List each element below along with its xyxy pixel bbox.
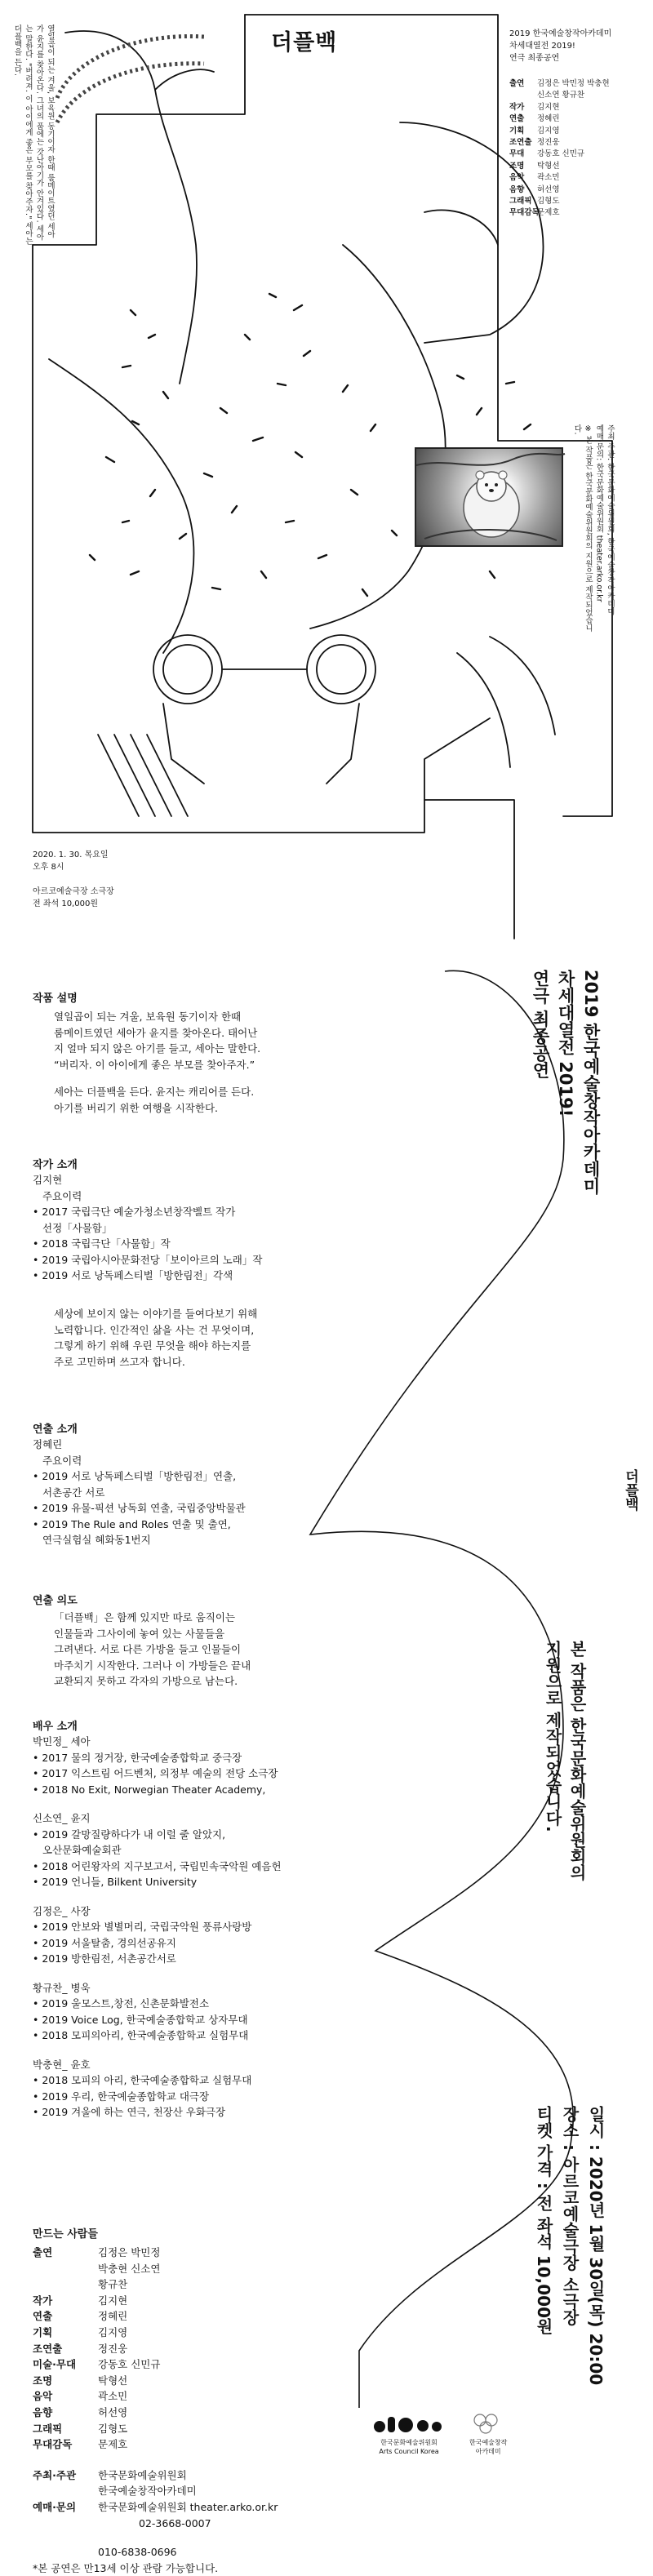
intent-line: 그려낸다. 서로 다른 가방을 들고 인물들이	[54, 1643, 242, 1655]
date-line: 2020. 1. 30. 목요일	[33, 851, 109, 859]
maker-value: 문제호	[98, 2438, 128, 2451]
schedule-line: 티켓 가격 : 전 좌석 10,000원	[534, 2106, 553, 2334]
work-item: 연극실험실 혜화동1번지	[42, 1534, 151, 1546]
work-item: • 2019 겨울에 하는 연극, 천장산 우화극장	[33, 2104, 282, 2121]
info-section	[0, 947, 653, 2574]
logos	[371, 2412, 507, 2456]
arko-mark-icon	[371, 2412, 446, 2435]
credit-names: 김정은 박민정 박충현	[537, 79, 610, 88]
maker-role: 작가	[33, 2294, 53, 2307]
makers-table	[33, 2245, 278, 2576]
maker-row	[33, 2436, 278, 2453]
note-line: 세상에 보이지 않는 이야기를 들여다보기 위해	[54, 1308, 258, 1320]
poster-credits	[509, 78, 610, 220]
contact-role: 예매·문의	[33, 2500, 77, 2513]
credit-role: 기획	[509, 126, 525, 135]
credit-row	[509, 172, 610, 184]
maker-row	[33, 2293, 278, 2309]
host-row	[33, 2483, 278, 2499]
note-line: 그렇게 하기 위해 우린 무엇을 해야 하는지를	[54, 1339, 251, 1352]
credit-names: 곽소민	[537, 173, 560, 183]
credit-role: 조연출	[509, 138, 532, 148]
intent-title: 연출 의도	[33, 1595, 78, 1607]
work-item: • 2019 언니들, Bilkent University	[33, 1874, 282, 1890]
actor-name: 신소연_ 윤지	[33, 1812, 91, 1824]
poster-vertical-story: 열일곱이 되는 겨울, 보육원 동기이자 한때 룸메이트였던 세아가 윤지를 찾아온다. 그녀의 품에는 갓난아기가 안겨있다. 세아는 말한다. "버려져. 이 아이에게 좋은 부모를 찾아주자." 세아는 더플백을 든다.	[12, 24, 55, 245]
work-item: • 2019 서울탈춤, 경의선공유지	[33, 1935, 282, 1952]
work-item: 선정「사물함」	[42, 1221, 113, 1234]
actor-name: 황규찬_ 병욱	[33, 1981, 91, 1994]
headline-vertical	[527, 970, 603, 1195]
credit-role: 연출	[509, 114, 525, 124]
maker-value: 김지현	[98, 2294, 128, 2307]
writer-title: 작가 소개	[33, 1159, 78, 1171]
work-item: • 2019 안보와 별별머리, 국립국악원 풍류사랑방	[33, 1919, 282, 1935]
maker-row	[33, 2373, 278, 2389]
credit-row	[509, 78, 610, 90]
maker-role: 조명	[33, 2374, 53, 2387]
headline-line: 연극 최종공연	[531, 970, 550, 1079]
maker-value: 정혜린	[98, 2310, 128, 2323]
work-item: • 2018 모피의 아리, 한국예술종합학교 실험무대	[33, 2072, 282, 2089]
maker-value: 박충현 신소연	[98, 2262, 161, 2275]
headline-line: 차세대열전 2019!	[556, 970, 575, 1117]
maker-row	[33, 2325, 278, 2341]
maker-row	[33, 2308, 278, 2325]
maker-role: 무대감독	[33, 2438, 73, 2451]
polar-bear-photo	[415, 447, 563, 547]
contact-row	[33, 2516, 278, 2532]
credit-row	[509, 161, 610, 172]
academy-mark-icon	[470, 2412, 506, 2435]
synopsis-line: “버리자. 이 아이에게 좋은 부모를 찾아주자.”	[54, 1058, 255, 1071]
note-line: 노력합니다. 인간적인 삶을 사는 건 무엇이며,	[54, 1323, 255, 1336]
maker-role	[33, 2276, 98, 2293]
polar-bear-illustration	[416, 449, 565, 549]
support-line: 본 작품은 한국문화예술위원회의	[567, 1641, 587, 1881]
credit-row	[509, 149, 610, 160]
credit-role: 음악	[509, 173, 525, 183]
note-line: 주로 고민하며 쓰고자 합니다.	[54, 1355, 185, 1368]
credit-row	[509, 137, 610, 149]
actor-name: 박충현_ 윤호	[33, 2058, 91, 2071]
synopsis-line: 아기를 버리기 위한 여행을 시작한다.	[54, 1101, 218, 1114]
work-item: • 2019 울모스트,창전, 신촌문화발전소	[33, 1996, 282, 2012]
synopsis-line: 열일곱이 되는 겨울, 보육원 동기이자 한때	[54, 1010, 242, 1023]
work-item: • 2019 서로 낭독페스티벌「방한림전」연출,	[33, 1468, 246, 1485]
contact-line: 02-3668-0007	[139, 2516, 211, 2529]
synopsis-line: 룸메이트였던 세아가 윤지를 찾아온다. 태어난	[54, 1026, 258, 1039]
host-line: 한국문화예술위원회	[98, 2468, 187, 2481]
schedule-line: 일시 : 2020년 1월 30일(목) 20:00	[586, 2106, 606, 2386]
credit-role: 음향	[509, 184, 525, 194]
maker-role: 조연출	[33, 2342, 63, 2355]
maker-row	[33, 2261, 278, 2277]
credit-names: 신소연 황규찬	[537, 91, 585, 100]
credit-role: 작가	[509, 102, 525, 112]
intent-line: 인물들과 그사이에 놓여 있는 사물들을	[54, 1627, 225, 1640]
arko-name: 한국문화예술위원회	[380, 2439, 438, 2446]
credit-role: 출연	[509, 79, 525, 88]
maker-row	[33, 2405, 278, 2421]
credit-names: 탁형선	[537, 161, 560, 171]
maker-row	[33, 2388, 278, 2405]
work-item: • 2019 갈망질량하다가 내 이럴 줄 알았지,	[33, 1827, 282, 1843]
work-item: • 2019 유물-픽션 낭독회 연출, 국립중앙박물관	[33, 1500, 246, 1517]
intent-line: 「더플백」은 함께 있지만 따로 움직이는	[54, 1611, 236, 1623]
maker-value: 허선영	[98, 2405, 128, 2418]
work-item: • 2018 모피의아리, 한국예술종합학교 실험무대	[33, 2027, 282, 2044]
maker-row	[33, 2276, 278, 2293]
credit-role: 무대감독	[509, 208, 540, 218]
maker-value: 강동호 신민규	[98, 2358, 161, 2371]
actor-name: 김정은_ 사장	[33, 1904, 91, 1917]
credit-names: 정혜린	[537, 114, 560, 124]
synopsis-line: 세아는 더플백을 든다. 윤지는 캐리어를 든다.	[54, 1086, 255, 1098]
synopsis-line: 지 얼마 되지 않은 아기를 들고, 세아는 말한다.	[54, 1042, 261, 1055]
contact-line: 010-6838-0696	[98, 2546, 177, 2559]
credit-names: 문제호	[537, 208, 560, 218]
host-line: 한국예술창작아카데미	[98, 2485, 197, 2498]
work-item: • 2018 어린왕자의 지구보고서, 국립민속국악원 예음헌	[33, 1859, 282, 1875]
org-line: 주최·주관: 한국문화예술위원회, 한국예술창작아카데미	[606, 424, 615, 615]
poster-date	[33, 849, 109, 873]
maker-role: 음악	[33, 2390, 53, 2403]
arko-logo	[371, 2412, 446, 2456]
poster-event-info	[509, 28, 611, 64]
maker-role: 출연	[33, 2246, 53, 2258]
poster-vertical-org	[571, 424, 615, 637]
writer-note	[54, 1306, 257, 1370]
poster-venue	[33, 886, 114, 910]
credit-names: 정진웅	[537, 138, 560, 148]
maker-row	[33, 2341, 278, 2357]
actors-body	[33, 1734, 282, 2121]
work-item: 서촌공간 서로	[42, 1486, 105, 1499]
director-title: 연출 소개	[33, 1423, 78, 1436]
footnote-row	[33, 2560, 278, 2576]
play-name-vertical: 더플백	[622, 1469, 638, 1511]
credit-names: 강동호 신민규	[537, 149, 585, 159]
maker-value: 김정은 박민정	[98, 2246, 161, 2258]
makers-title: 만드는 사람들	[33, 2228, 98, 2241]
event-line: 2019 한국예술창작아카데미	[509, 29, 612, 38]
credit-names: 김지현	[537, 102, 560, 112]
headline-line: 2019 한국예술창작아카데미	[581, 970, 601, 1195]
work-item: 오산문화예술회관	[42, 1844, 122, 1856]
intent-body	[54, 1610, 251, 1690]
maker-role: 기획	[33, 2325, 53, 2338]
maker-row	[33, 2245, 278, 2261]
maker-value: 김지영	[98, 2325, 128, 2338]
maker-row	[33, 2356, 278, 2373]
director-name: 정혜린	[33, 1438, 63, 1450]
schedule-vertical	[531, 2106, 609, 2385]
poster-title: 더플백	[271, 30, 338, 56]
writer-name: 김지현	[33, 1174, 63, 1186]
credit-row	[509, 126, 610, 137]
credit-role: 그래픽	[509, 197, 532, 207]
maker-role: 그래픽	[33, 2422, 63, 2435]
work-item: • 2017 익스트림 어드벤처, 의정부 예술의 전당 소극장	[33, 1765, 282, 1782]
contact-line: 한국문화예술위원회 theater.arko.or.kr	[98, 2500, 278, 2513]
writer-body	[33, 1172, 262, 1284]
work-item: • 2019 The Rule and Roles 연출 및 출연,	[33, 1517, 246, 1533]
maker-role: 음향	[33, 2405, 53, 2418]
venue-line: 아르코예술극장 소극장	[33, 887, 114, 896]
works-label: 주요이력	[42, 1454, 82, 1467]
work-item: • 2019 우리, 한국예술종합학교 대극장	[33, 2089, 282, 2105]
academy-name: 한국예술창작	[469, 2439, 508, 2446]
event-line: 차세대열전 2019!	[509, 42, 575, 51]
time-line: 오후 8시	[33, 863, 64, 872]
work-item: • 2018 국립극단「사물함」작	[33, 1236, 262, 1252]
credit-names: 김지영	[537, 126, 560, 135]
maker-role: 연출	[33, 2310, 53, 2323]
synopsis-body	[54, 1009, 260, 1116]
credit-row	[509, 184, 610, 196]
maker-value: 김형도	[98, 2422, 128, 2435]
works-label: 주요이력	[42, 1189, 82, 1202]
credit-row	[509, 90, 610, 101]
credit-names: 김형도	[537, 197, 560, 207]
synopsis-title: 작품 설명	[33, 993, 78, 1005]
maker-value: 정진웅	[98, 2342, 128, 2355]
arko-en: Arts Council Korea	[379, 2448, 439, 2455]
credit-role: 무대	[509, 149, 525, 159]
director-body	[33, 1437, 246, 1548]
credit-row	[509, 113, 610, 125]
actors-title: 배우 소개	[33, 1721, 78, 1733]
maker-value: 곽소민	[98, 2390, 128, 2403]
credit-role: 조명	[509, 161, 525, 171]
work-item: • 2018 No Exit, Norwegian Theater Academy,	[33, 1782, 282, 1798]
host-role: 주최·주관	[33, 2468, 77, 2481]
intent-line: 교환되지 못하고 각자의 가방으로 남는다.	[54, 1675, 238, 1687]
intent-line: 마주치기 시작한다. 그러나 이 가방들은 끝내	[54, 1659, 251, 1672]
work-item: • 2019 방한림전, 서촌공간서로	[33, 1951, 282, 1967]
schedule-line: 장소 : 아르코예술극장 소극장	[560, 2106, 580, 2325]
maker-role: 미술·무대	[33, 2358, 77, 2371]
work-item: • 2019 국립아시아문화전당「보이아르의 노래」작	[33, 1252, 262, 1268]
academy-logo	[469, 2412, 507, 2456]
work-item: • 2017 국립극단 예술가청소년창작벨트 작가	[33, 1204, 262, 1220]
poster	[0, 0, 653, 943]
org-line: 예매·문의: 한국문화예술위원회 theater.arko.or.kr	[594, 424, 604, 602]
host-row	[33, 2467, 278, 2484]
maker-row	[33, 2421, 278, 2437]
academy-name: 아카데미	[475, 2448, 501, 2455]
contact-row	[33, 2544, 278, 2560]
work-item: • 2019 서로 낭독페스티벌「방한림전」각색	[33, 1268, 262, 1284]
work-item: • 2019 Voice Log, 한국예술종합학교 상자무대	[33, 2012, 282, 2028]
credit-names: 허선영	[537, 184, 560, 194]
event-line: 연극 최종공연	[509, 54, 560, 63]
footnote: *본 공연은 만13세 이상 관람 가능합니다.	[33, 2561, 219, 2574]
actor-name: 박민정_ 세아	[33, 1735, 91, 1748]
support-line: 지원으로 제작되었습니다.	[543, 1641, 562, 1832]
credit-row	[509, 207, 610, 219]
maker-value: 탁형선	[98, 2374, 128, 2387]
maker-value: 황규찬	[98, 2278, 128, 2291]
maker-role	[33, 2261, 98, 2277]
credit-row	[509, 196, 610, 207]
price-line: 전 좌석 10,000원	[33, 899, 98, 908]
contact-row	[33, 2499, 278, 2516]
credit-row	[509, 102, 610, 113]
support-vertical	[540, 1641, 589, 1881]
work-item: • 2017 물의 정거장, 한국예술종합학교 중극장	[33, 1750, 282, 1766]
org-line: ※ 본 작품은 한국문화예술위원회의 지원으로 제작되었습니다.	[572, 424, 593, 633]
